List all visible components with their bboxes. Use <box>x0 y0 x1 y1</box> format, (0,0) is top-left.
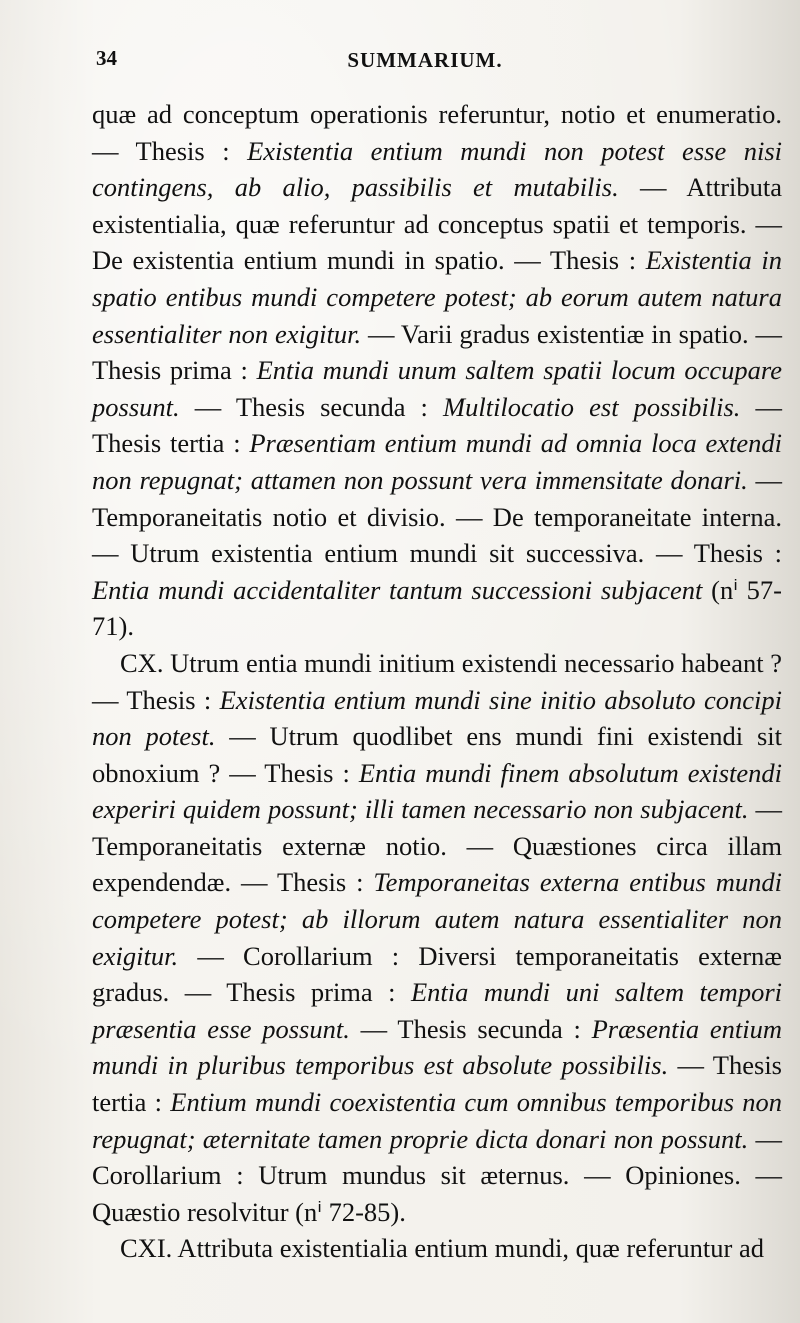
text-run: — Varii gradus existentiæ in spatio. — Thesis prima : <box>92 318 782 386</box>
italic-thesis-text: Existentia in spatio entibus mundi competere potest; ab eorum autem natura essentialiter non exigitur. <box>92 245 782 349</box>
text-run: — Temporaneitatis notio et divisio. — De temporaneitate interna. — Utrum existentia entium mundi sit successiva. — Thesis : <box>92 464 783 569</box>
text-run: — Utrum quodlibet ens mundi fini existendi sit obnoxium ? — Thesis : <box>92 721 782 788</box>
italic-thesis-text: Entium mundi coexistentia cum omnibus temporibus non repugnat; æternitate tamen proprie dicta donari non possunt. <box>92 1087 782 1154</box>
running-head <box>90 40 760 80</box>
italic-thesis-text: Entia mundi unum saltem spatii locum occupare possunt. <box>92 355 782 422</box>
text-run: — Corollarium : Utrum mundus sit æternus. — Opiniones. — Quæstio resolvitur (nⁱ 72-85). <box>92 1123 783 1227</box>
page-number: 34 <box>96 46 117 70</box>
italic-thesis-text: Existentia entium mundi non potest esse nisi contingens, ab alio, passibilis et mutabilis. <box>92 135 782 203</box>
body-text <box>92 96 782 1267</box>
text-run: — Corollarium : Diversi temporaneitatis externæ gradus. — Thesis prima : <box>92 940 782 1008</box>
italic-thesis-text: Entia mundi uni saltem tempori præsentia esse possunt. <box>92 977 782 1044</box>
text-run: CX. Utrum entia mundi initium existendi necessario habeant ? — Thesis : <box>92 647 782 715</box>
italic-thesis-text: Præsentiam entium mundi ad omnia loca extendi non repugnat; attamen non possunt vera immensitate donari. <box>92 428 782 495</box>
running-title: SUMMARIUM. <box>347 48 503 72</box>
paragraph <box>92 645 782 1231</box>
text-run: (nⁱ 57-71). <box>92 574 782 642</box>
italic-thesis-text: Existentia entium mundi sine initio absoluto concipi non potest. <box>92 684 782 752</box>
italic-thesis-text: Temporaneitas externa entibus mundi competere potest; ab illorum autem natura essentialiter non exigitur. <box>92 867 782 971</box>
text-run: — Attributa existentialia, quæ referuntur ad conceptus spatii et temporis. — De existentia entium mundi in spatio. — Thesis : <box>92 172 783 276</box>
italic-thesis-text: Entia mundi accidentaliter tantum successioni subjacent <box>92 574 703 605</box>
italic-thesis-text: Entia mundi finem absolutum existendi experiri quidem possunt; illi tamen necessario non subjacent. <box>92 757 782 825</box>
text-run: — Thesis secunda : <box>349 1013 592 1044</box>
text-run: quæ ad conceptum operationis referuntur, notio et enumeratio. — Thesis : <box>92 99 782 166</box>
text-run: — Thesis tertia : <box>92 1050 782 1118</box>
text-run: — Thesis tertia : <box>92 391 783 459</box>
italic-thesis-text: Præsentia entium mundi in pluribus temporibus est absolute possibilis. <box>92 1013 782 1081</box>
text-run: CXI. Attributa existentialia entium mundi, quæ referuntur ad <box>120 1233 764 1264</box>
text-run: — Temporaneitatis externæ notio. — Quæstiones circa illam expendendæ. — Thesis : <box>92 794 783 898</box>
paragraph <box>92 96 782 645</box>
paragraph <box>92 1230 782 1267</box>
text-run: — Thesis secunda : <box>179 391 444 422</box>
italic-thesis-text: Multilocatio est possibilis. <box>443 391 741 422</box>
